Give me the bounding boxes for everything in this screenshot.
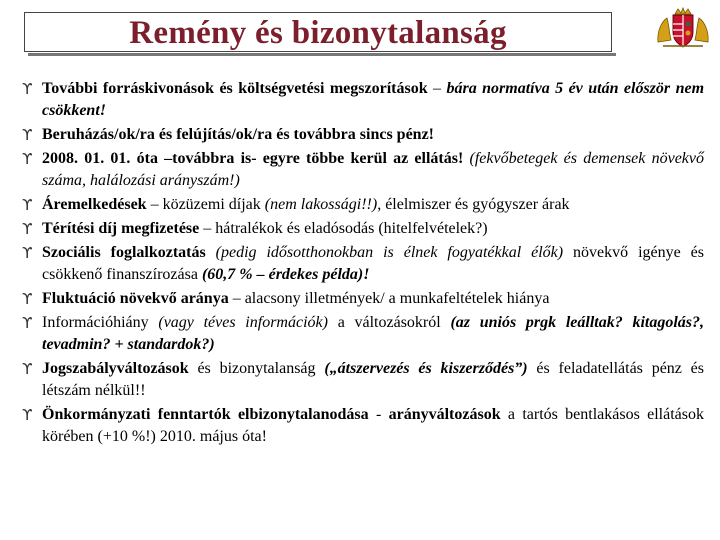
list-item [18, 242, 704, 286]
item-text-bold: 2008. 01. 01. óta –továbbra is- egyre több [42, 150, 338, 167]
item-text-bold-italic: (60,7 % – érdekes példa)! [201, 266, 370, 283]
item-text: , élelmiszer és gyógyszer árak [377, 196, 570, 213]
item-text-bold: arányváltozások [388, 406, 501, 423]
list-item [18, 148, 704, 192]
item-text: - [368, 406, 389, 423]
item-text: a változásokról [327, 314, 451, 331]
bullet-icon: ϒ [22, 244, 33, 262]
list-item [18, 288, 704, 310]
title-box [24, 12, 612, 52]
item-text: Információhiány [42, 314, 159, 331]
bullet-icon: ϒ [22, 80, 33, 98]
item-text: növekvő igénye és csökkenő finanszírozása [42, 244, 705, 283]
item-text-italic: (pedig idősotthonokban is élnek fogyatékkal élők) [205, 244, 564, 261]
list-item [18, 194, 704, 216]
item-text-italic: (fekvőbetegek és demensek növekvő száma, halálozási arányszám!) [42, 150, 704, 189]
bullet-icon: ϒ [22, 150, 33, 168]
item-text-bold: Önkormányzati fenntartók elbizonytalanodása [42, 406, 369, 423]
list-item [18, 78, 704, 122]
list-item [18, 218, 704, 240]
item-text-bold: Térítési díj megfizetése [42, 220, 200, 237]
item-text-bold: További forráskivonások és költségvetési megszorítások [42, 80, 428, 97]
item-text-bold: e kerül az ellátás! [337, 150, 464, 167]
item-text-bold: Szociális foglalkoztatás [42, 244, 206, 261]
item-text: – hátralékok és eladósodás (hitelfelvételek?) [199, 220, 488, 237]
item-text-bold-italic: bára normatíva 5 év után először nem csökkent! [42, 80, 705, 119]
item-text: és bizonytalanság [188, 360, 325, 377]
item-text: – közüzemi díjak [146, 196, 265, 213]
item-text-italic: (vagy téves információk) [158, 314, 328, 331]
list-item [18, 124, 704, 146]
list-item [18, 358, 704, 402]
list-item [18, 312, 704, 356]
item-text-bold-italic: (az uniós prgk leálltak? kitagolás?, tevadmin? + standardok?) [42, 314, 705, 353]
item-text-bold-italic: („átszervezés és kiszerződés”) [324, 360, 528, 377]
bullet-icon: ϒ [22, 290, 33, 308]
bullet-icon: ϒ [22, 196, 33, 214]
item-text: – alacsony illetmények/ a munkafeltételek hiánya [228, 290, 550, 307]
bullet-icon: ϒ [22, 360, 33, 378]
bullet-list [18, 78, 704, 450]
list-item [18, 404, 704, 448]
bullet-icon: ϒ [22, 314, 33, 332]
item-text: a tartós bentlakásos ellátások körében (+10 %!) 2010. május óta! [42, 406, 704, 445]
item-text-italic: (nem lakossági!!) [264, 196, 378, 213]
item-text-bold: Jogszabályváltozások [42, 360, 189, 377]
item-text: és feladatellátás pénz és létszám nélkül!! [42, 360, 704, 399]
bullet-icon: ϒ [22, 126, 33, 144]
item-text-bold: Beruházás/ok/ra és felújítás/ok/ra és továbbra sincs pénz! [42, 126, 434, 143]
bullet-icon: ϒ [22, 220, 33, 238]
coat-of-arms-icon [655, 6, 711, 50]
bullet-icon: ϒ [22, 406, 33, 424]
item-text: – [427, 80, 447, 97]
item-text-bold: Fluktuáció növekvő aránya [42, 290, 229, 307]
item-text-bold: Áremelkedések [42, 196, 147, 213]
page-title: Remény és bizonytalanság [129, 15, 507, 51]
